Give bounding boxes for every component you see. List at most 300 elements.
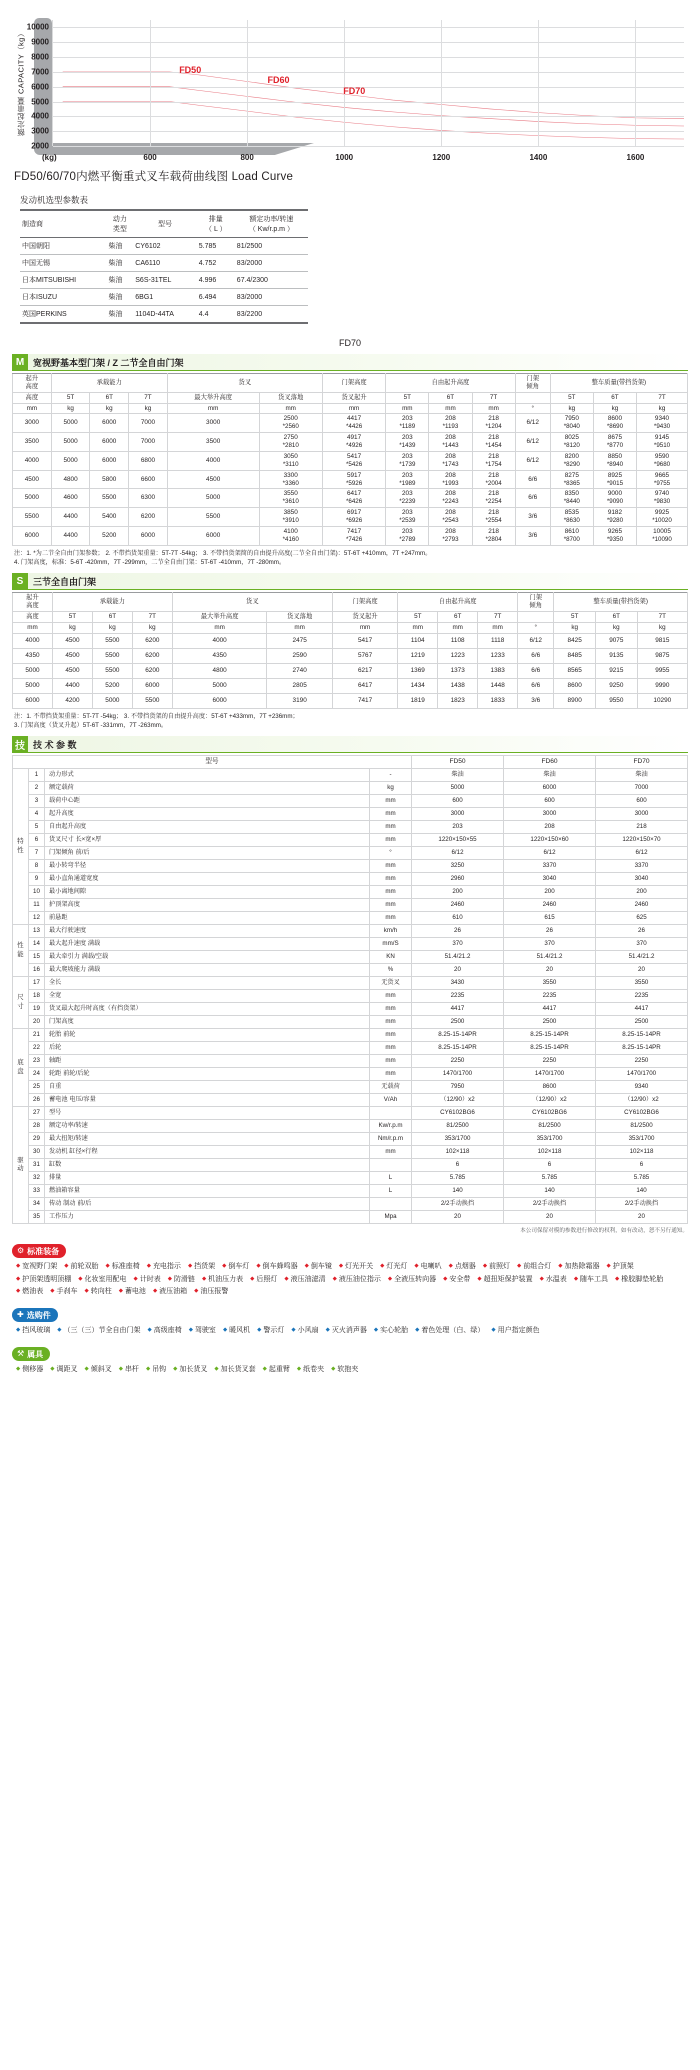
- tech-param-unit: mm: [370, 795, 412, 808]
- optional-equipment-pill: [12, 1308, 58, 1322]
- tech-col-header: FD50: [412, 756, 504, 769]
- tech-table-row: [13, 1120, 688, 1133]
- chart-gridline-y: [53, 131, 684, 132]
- mast-col-header: 7T: [472, 392, 515, 403]
- tech-row-number: 5: [29, 821, 45, 834]
- equipment-item: ◆ 警示灯: [257, 1325, 284, 1337]
- tech-row-number: 20: [29, 1016, 45, 1029]
- tech-param-unit: -: [370, 769, 412, 782]
- mast-cell: 218 *2554: [472, 508, 515, 527]
- tech-param-value: 3000: [596, 808, 688, 821]
- mast-cell: 8925 *9015: [593, 470, 636, 489]
- mast-cell: 9182 *9280: [593, 508, 636, 527]
- tool-icon: ⚒: [17, 1349, 25, 1359]
- mast-cell: 6200: [132, 648, 172, 663]
- tech-param-unit: mm: [370, 1029, 412, 1042]
- mast-unit-cell: mm: [13, 622, 53, 633]
- mast-cell: 9925 *10020: [637, 508, 688, 527]
- equipment-item: ◆ 橡胶脚垫轮胎: [615, 1274, 663, 1286]
- tech-table-row: [13, 847, 688, 860]
- tech-table-row: [13, 1107, 688, 1120]
- equipment-item: ◆ 用户指定颜色: [491, 1325, 539, 1337]
- mast-unit-cell: kg: [595, 622, 637, 633]
- section-header-mast-s: [12, 573, 688, 590]
- mast-cell: 5000: [51, 414, 90, 433]
- mast-cell: 1219: [398, 648, 438, 663]
- mast-cell: 9550: [595, 693, 637, 708]
- equipment-item: ◆ 起重臂: [263, 1364, 290, 1376]
- equipment-item: ◆ 吊钩: [146, 1364, 166, 1376]
- tech-param-name: 轮胎 前轮: [45, 1029, 370, 1042]
- chart-y-tick-label: 10000: [26, 22, 49, 32]
- section-header-mast-m: [12, 354, 688, 371]
- chart-series-FD70: [63, 72, 684, 119]
- tech-param-value: 6/12: [596, 847, 688, 860]
- mast-unit-cell: mm: [398, 622, 438, 633]
- section-header-tech: [12, 736, 688, 753]
- mast-col-header: 货叉落地: [267, 612, 332, 623]
- engine-col-header: 排量 （ L ）: [197, 210, 235, 238]
- mast-cell: 2740: [267, 663, 332, 678]
- mast-cell: 8425: [554, 633, 596, 648]
- mast-cell: 5000: [51, 451, 90, 470]
- equipment-item: ◆ 化妆室用配电: [78, 1274, 126, 1286]
- mast-cell: 3500: [13, 433, 52, 452]
- tech-param-value: 353/1700: [412, 1133, 504, 1146]
- mast-cell: 3/6: [518, 693, 554, 708]
- tech-param-value: 102×118: [412, 1146, 504, 1159]
- mast-cell: 208 *2793: [429, 526, 472, 545]
- mast-cell: 7000: [129, 414, 168, 433]
- mast-col-header: 高度: [13, 612, 53, 623]
- mast-col-header: 最大举升高度: [167, 392, 259, 403]
- tech-row-number: 16: [29, 964, 45, 977]
- mast-cell: 5500: [132, 693, 172, 708]
- equipment-item: ◆ 调距叉: [50, 1364, 77, 1376]
- mast-unit-cell: °: [518, 622, 554, 633]
- mast-cell: 6217: [332, 663, 397, 678]
- mast-unit-cell: kg: [132, 622, 172, 633]
- tech-param-value: 81/2500: [412, 1120, 504, 1133]
- tech-param-name: 动力形式: [45, 769, 370, 782]
- engine-cell: S6S-31TEL: [133, 272, 197, 289]
- mast-cell: 4350: [13, 648, 53, 663]
- tech-param-value: 柴油: [412, 769, 504, 782]
- tech-param-unit: V/Ah: [370, 1094, 412, 1107]
- tech-table-row: [13, 1029, 688, 1042]
- equipment-item: ◆ 全液压转向器: [388, 1274, 436, 1286]
- tech-header-row: [13, 756, 688, 769]
- engine-table-row: [20, 272, 308, 289]
- engine-cell: 83/2000: [235, 289, 308, 306]
- mast-cell: 208 *2243: [429, 489, 472, 508]
- mast-unit-cell: kg: [593, 403, 636, 414]
- tech-param-value: 2460: [412, 899, 504, 912]
- mast-group-header: 承载能力: [52, 593, 172, 612]
- mast-unit-cell: mm: [386, 403, 429, 414]
- mast-cell: 208 *1743: [429, 451, 472, 470]
- tech-param-name: 最大爬坡能力 满载: [45, 964, 370, 977]
- equipment-item: ◆ 燃油表: [16, 1286, 43, 1298]
- mast-cell: 6000: [13, 693, 53, 708]
- engine-cell: 83/2000: [235, 255, 308, 272]
- tech-col-header: 型号: [13, 756, 412, 769]
- mast-cell: 5000: [92, 693, 132, 708]
- tech-table-row: [13, 795, 688, 808]
- tech-param-unit: mm: [370, 834, 412, 847]
- mast-table-row: [13, 508, 688, 527]
- mast-unit-cell: kg: [637, 403, 688, 414]
- tech-param-value: 2/2手动换挡: [504, 1198, 596, 1211]
- equipment-item: ◆ 后照灯: [250, 1274, 277, 1286]
- equipment-item: ◆ 倒车蜂鸣器: [256, 1261, 297, 1273]
- mast-s-badge: S: [12, 573, 28, 590]
- mast-cell: 4350: [172, 648, 267, 663]
- tech-param-value: 6000: [504, 782, 596, 795]
- chart-y-axis-label: 额定起重量 CAPACITY（kg）: [16, 29, 26, 137]
- chart-y-tick-label: 6000: [31, 82, 49, 92]
- chart-y-tick-label: 8000: [31, 52, 49, 62]
- equipment-item: ◆ 标准座椅: [105, 1261, 139, 1273]
- tech-param-value: 8.25-15-14PR: [596, 1029, 688, 1042]
- mast-cell: 3500: [167, 433, 259, 452]
- tech-row-number: 3: [29, 795, 45, 808]
- gear-icon: ⚙: [17, 1246, 25, 1256]
- tech-param-name: 型号: [45, 1107, 370, 1120]
- mast-m-badge: M: [12, 354, 28, 371]
- mast-cell: 6000: [132, 678, 172, 693]
- mast-table-row: [13, 693, 688, 708]
- tech-param-value: 3040: [504, 873, 596, 886]
- tech-table-row: [13, 990, 688, 1003]
- tech-param-value: 8.25-15-14PR: [412, 1042, 504, 1055]
- engine-cell: 4.996: [197, 272, 235, 289]
- mast-cell: 208 *1193: [429, 414, 472, 433]
- chart-gridline-y: [53, 27, 684, 28]
- equipment-item: ◆ 串杆: [119, 1364, 139, 1376]
- mast-cell: 3000: [167, 414, 259, 433]
- mast-col-header-row: [13, 392, 688, 403]
- mast-cell: 1373: [438, 663, 478, 678]
- tech-table-row: [13, 1042, 688, 1055]
- equipment-item: ◆ 倒车镜: [305, 1261, 332, 1273]
- mast-unit-cell: kg: [51, 403, 90, 414]
- mast-cell: 4000: [13, 633, 53, 648]
- mast-cell: 6417: [332, 678, 397, 693]
- tech-param-value: 208: [504, 821, 596, 834]
- mast-col-header: 6T: [429, 392, 472, 403]
- tech-param-unit: [370, 1198, 412, 1211]
- tech-param-value: 9340: [596, 1081, 688, 1094]
- mast-cell: 8565: [554, 663, 596, 678]
- tech-param-value: 4417: [504, 1003, 596, 1016]
- equipment-item: ◆ 小风扇: [291, 1325, 318, 1337]
- mast-table-row: [13, 433, 688, 452]
- mast-cell: 9990: [637, 678, 687, 693]
- equipment-item: ◆ 油压报警: [194, 1286, 228, 1298]
- mast-cell: 4500: [167, 470, 259, 489]
- tech-param-unit: mm: [370, 990, 412, 1003]
- tech-row-number: 9: [29, 873, 45, 886]
- equipment-item: ◆ 转向柱: [84, 1286, 111, 1298]
- tech-param-name: 后轮: [45, 1042, 370, 1055]
- mast-s-title: 三节全自由门架: [33, 576, 97, 587]
- mast-cell: 208 *1443: [429, 433, 472, 452]
- mast-cell: 9740 *9830: [637, 489, 688, 508]
- tech-param-value: 1470/1700: [596, 1068, 688, 1081]
- tech-param-value: 600: [412, 795, 504, 808]
- mast-unit-cell: °: [515, 403, 550, 414]
- tech-row-number: 29: [29, 1133, 45, 1146]
- mast-cell: 203 *1989: [386, 470, 429, 489]
- tech-table-row: [13, 951, 688, 964]
- mast-table-row: [13, 451, 688, 470]
- mast-table-row: [13, 526, 688, 545]
- mast-group-header: 整车质量(带挡货架): [550, 374, 687, 393]
- optional-equipment-title: 选购件: [26, 1310, 51, 1320]
- mast-cell: 8535 *8630: [550, 508, 593, 527]
- mast-cell: 4500: [52, 663, 92, 678]
- mast-group-header: 门架高度: [332, 593, 397, 612]
- mast-cell: 5500: [13, 508, 52, 527]
- attachment-pill: [12, 1347, 50, 1361]
- mast-cell: 5000: [172, 678, 267, 693]
- tech-param-value: （12/90）x2: [596, 1094, 688, 1107]
- tech-table-row: [13, 899, 688, 912]
- mast-cell: 3000: [13, 414, 52, 433]
- equipment-item: ◆ 暖风机: [223, 1325, 250, 1337]
- mast-cell: 8850 *8940: [593, 451, 636, 470]
- tech-param-value: 20: [412, 1211, 504, 1224]
- tech-param-unit: Mpa: [370, 1211, 412, 1224]
- engine-table-row: [20, 306, 308, 324]
- tech-row-number: 27: [29, 1107, 45, 1120]
- mast-cell: 4400: [52, 678, 92, 693]
- equipment-item: ◆ 前组合灯: [517, 1261, 551, 1273]
- tech-title: 技 术 参 数: [33, 739, 77, 750]
- tech-param-name: 轮距 前轮/后轮: [45, 1068, 370, 1081]
- tech-param-unit: mm: [370, 899, 412, 912]
- equipment-item: ◆ 加长货叉: [173, 1364, 207, 1376]
- mast-cell: 6600: [129, 470, 168, 489]
- mast-cell: 3300 *3360: [259, 470, 322, 489]
- mast-cell: 203 *2539: [386, 508, 429, 527]
- mast-cell: 2805: [267, 678, 332, 693]
- mast-col-header: 5T: [554, 612, 596, 623]
- mast-unit-cell: mm: [332, 622, 397, 633]
- mast-cell: 5500: [92, 633, 132, 648]
- mast-col-header: 高度: [13, 392, 52, 403]
- equipment-item: ◆ 护顶架透明顶棚: [16, 1274, 71, 1286]
- mast-cell: 6000: [13, 526, 52, 545]
- mast-group-header: 起升 高度: [13, 374, 52, 393]
- mast-unit-cell: kg: [52, 622, 92, 633]
- equipment-item: ◆ 着色处理（白、绿）: [415, 1325, 484, 1337]
- tech-param-value: 625: [596, 912, 688, 925]
- equipment-item: ◆ 软抱夹: [331, 1364, 358, 1376]
- tech-param-unit: %: [370, 964, 412, 977]
- mast-cell: 6/6: [518, 678, 554, 693]
- tech-param-value: 51.4/21.2: [412, 951, 504, 964]
- tech-param-unit: °: [370, 847, 412, 860]
- tech-table-row: [13, 925, 688, 938]
- tech-col-header: FD60: [504, 756, 596, 769]
- tech-param-value: 81/2500: [504, 1120, 596, 1133]
- mast-cell: 10005 *10090: [637, 526, 688, 545]
- tech-row-number: 32: [29, 1172, 45, 1185]
- chart-unit-kg: (kg): [42, 153, 57, 162]
- mast-unit-cell: mm: [322, 403, 385, 414]
- tech-row-number: 2: [29, 782, 45, 795]
- chart-gridline-y: [53, 116, 684, 117]
- tech-param-value: 353/1700: [596, 1133, 688, 1146]
- tech-category-cell: 尺寸: [13, 977, 29, 1029]
- equipment-item: ◆ 挡风玻璃: [16, 1325, 50, 1337]
- mast-col-header: 7T: [637, 612, 687, 623]
- tech-param-value: 6: [504, 1159, 596, 1172]
- standard-equipment-list: [16, 1261, 688, 1298]
- tech-param-value: 8.25-15-14PR: [504, 1042, 596, 1055]
- chart-x-tick-label: 1400: [529, 153, 548, 162]
- engine-table-row: [20, 255, 308, 272]
- tech-param-name: 最大行驶速度: [45, 925, 370, 938]
- tech-table-row: [13, 873, 688, 886]
- tech-table-row: [13, 1055, 688, 1068]
- mast-cell: 8275 *8365: [550, 470, 593, 489]
- mast-table-row: [13, 414, 688, 433]
- tech-param-value: 2250: [412, 1055, 504, 1068]
- tech-param-value: 26: [412, 925, 504, 938]
- mast-cell: 4600: [51, 489, 90, 508]
- mast-cell: 8900: [554, 693, 596, 708]
- mast-cell: 7417 *7426: [322, 526, 385, 545]
- tech-param-value: 20: [596, 964, 688, 977]
- mast-cell: 6/12: [515, 414, 550, 433]
- mast-col-header: 7T: [637, 392, 688, 403]
- mast-group-header: 自由起升高度: [398, 593, 518, 612]
- mast-table-row: [13, 470, 688, 489]
- mast-cell: 9265 *9350: [593, 526, 636, 545]
- tech-param-unit: 无货叉: [370, 977, 412, 990]
- mast-table-row: [13, 633, 688, 648]
- tech-row-number: 33: [29, 1185, 45, 1198]
- tech-param-unit: Kw/r.p.m: [370, 1120, 412, 1133]
- tech-param-name: 最大扭矩/转速: [45, 1133, 370, 1146]
- mast-cell: 9135: [595, 648, 637, 663]
- tech-table-row: [13, 834, 688, 847]
- tech-param-value: 6/12: [504, 847, 596, 860]
- mast-unit-cell: kg: [637, 622, 687, 633]
- standard-equipment-pill: [12, 1244, 66, 1258]
- equipment-item: ◆ 倾斜叉: [84, 1364, 111, 1376]
- mast-group-header: 货叉: [172, 593, 332, 612]
- tech-param-value: 2235: [596, 990, 688, 1003]
- mast-cell: 6000: [167, 526, 259, 545]
- tech-param-value: 2/2手动换挡: [596, 1198, 688, 1211]
- mast-cell: 9000 *9090: [593, 489, 636, 508]
- mast-cell: 7950 *8040: [550, 414, 593, 433]
- tech-row-number: 14: [29, 938, 45, 951]
- mast-col-header-row: [13, 612, 688, 623]
- mast-group-header: 承载能力: [51, 374, 167, 393]
- mast-cell: 5000: [13, 678, 53, 693]
- mast-cell: 5800: [90, 470, 129, 489]
- mast-cell: 2475: [267, 633, 332, 648]
- equipment-item: ◆ 电喇叭: [414, 1261, 441, 1273]
- chart-x-tick-label: 1000: [335, 153, 354, 162]
- engine-table: [20, 209, 308, 324]
- tech-param-value: 2500: [596, 1016, 688, 1029]
- fd70-model-label: FD70: [338, 338, 361, 348]
- equipment-item: ◆ 液压油位指示: [333, 1274, 381, 1286]
- tech-category-cell: 特性: [13, 769, 29, 925]
- standard-equipment-title: 标准装备: [27, 1246, 60, 1256]
- equipment-item: ◆ 蓄电池: [119, 1286, 146, 1298]
- engine-cell: CY6102: [133, 238, 197, 255]
- mast-cell: 6000: [172, 693, 267, 708]
- tech-param-value: 81/2500: [596, 1120, 688, 1133]
- tech-param-unit: mm: [370, 1068, 412, 1081]
- mast-col-header: 货叉落地: [259, 392, 322, 403]
- equipment-item: ◆ 高级座椅: [147, 1325, 181, 1337]
- chart-x-tick-label: 1600: [626, 153, 645, 162]
- chart-gridline-y: [53, 72, 684, 73]
- chart-curves: [53, 20, 684, 146]
- tech-param-value: 200: [412, 886, 504, 899]
- mast-cell: 4500: [52, 648, 92, 663]
- tech-param-unit: mm: [370, 860, 412, 873]
- mast-col-header: 5T: [398, 612, 438, 623]
- tech-param-value: 2500: [412, 1016, 504, 1029]
- mast-group-header: 整车质量(带挡货架): [554, 593, 688, 612]
- mast-m-title: 宽视野基本型门架 / Z 二节全自由门架: [33, 357, 184, 368]
- mast-cell: 3850 *3910: [259, 508, 322, 527]
- mast-cell: 8610 *8700: [550, 526, 593, 545]
- mast-cell: 5500: [92, 648, 132, 663]
- equipment-item: ◆ 水温表: [540, 1274, 567, 1286]
- tech-param-value: CY6102BG6: [596, 1107, 688, 1120]
- tech-param-unit: mm: [370, 808, 412, 821]
- tech-param-value: 2250: [596, 1055, 688, 1068]
- tech-param-value: 6/12: [412, 847, 504, 860]
- engine-table-row: [20, 238, 308, 255]
- mast-cell: 5200: [90, 526, 129, 545]
- tech-param-value: 2960: [412, 873, 504, 886]
- engine-cell: 5.785: [197, 238, 235, 255]
- mast-cell: 8675 *8770: [593, 433, 636, 452]
- tech-param-value: 4417: [412, 1003, 504, 1016]
- optional-equipment-list: [16, 1325, 688, 1337]
- equipment-item: ◆ 纸卷夹: [297, 1364, 324, 1376]
- tech-table-row: [13, 886, 688, 899]
- tech-table-row: [13, 1159, 688, 1172]
- mast-cell: 5000: [13, 489, 52, 508]
- mast-col-header: 最大举升高度: [172, 612, 267, 623]
- tech-table-row: [13, 1185, 688, 1198]
- tech-param-unit: L: [370, 1185, 412, 1198]
- mast-cell: 3050 *3110: [259, 451, 322, 470]
- engine-col-header: 额定功率/转速 （ Kw/r.p.m ）: [235, 210, 308, 238]
- mast-group-header: 门架 倾角: [515, 374, 550, 393]
- mast-col-header: 6T: [595, 612, 637, 623]
- equipment-item: ◆ 灭火消声器: [326, 1325, 367, 1337]
- mast-cell: 203 *1439: [386, 433, 429, 452]
- mast-cell: 208 *2543: [429, 508, 472, 527]
- tech-table-row: [13, 938, 688, 951]
- mast-col-header: 7T: [478, 612, 518, 623]
- mast-unit-cell: mm: [167, 403, 259, 414]
- tech-param-value: 3430: [412, 977, 504, 990]
